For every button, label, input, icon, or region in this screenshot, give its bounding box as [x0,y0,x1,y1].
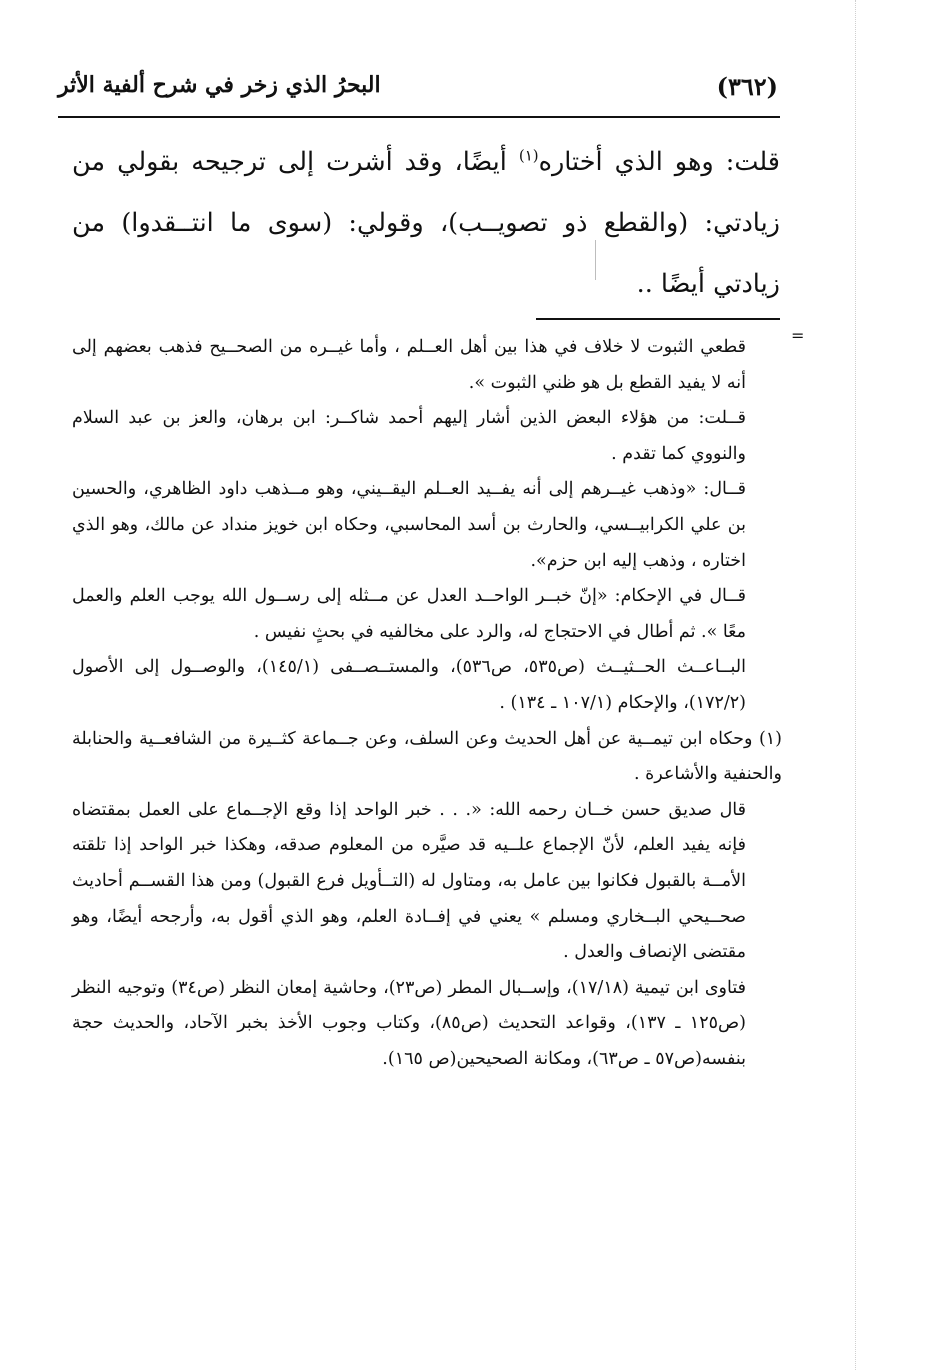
footnote-paragraph: قال صديق حسن خــان رحمه الله: «. . . خبر الواحد إذا وقع الإجــماع على العمل بمقتضاه فإنه يفيد العلم، لأنّ الإجماع علــيه قد صيَّره من المعلوم صدقه، وهكذا خبر الواحد إذا تلقته الأمــة بالقبول فكانوا بين عامل به، ومتاول له (التــأويل فرع القبول) ومن هذا القســم أحاديث صحــيحي البــخاري ومسلم » يعني في إفــادة العلم، وهو الذي أقول به، وأرجحه أيضًا، وهو مقتضى الإنصاف والعدل . [72,799,746,963]
page-header [58,70,778,110]
scan-edge-line [855,0,856,1370]
footnote-continuation-mark: = [791,326,805,345]
footnote-reference: (١) [518,146,539,165]
footnote-paragraph: البــاعــث الحــثيــث (ص٥٣٥، ص٥٣٦)، والمستــصــفى (١٤٥/١)، والوصــول إلى الأصول (١٧٢/٢)، والإحكام (١٠٧/١ ـ ١٣٤) . [72,657,746,713]
footnote-paragraph: قطعي الثبوت لا خلاف في هذا بين أهل العــلم ، وأما غيــره من الصحــيح فذهب بعضهم إلى أنه لا يفيد القطع بل هو ظني الثبوت ». [72,337,746,393]
footnote-paragraph: قــال: «وذهب غيــرهم إلى أنه يفــيد العــلم اليقــيني، وهو مــذهب داود الظاهري، والحسين بن علي الكرابيــسي، والحارث بن أسد المحاسبي، وحكاه ابن خويز منداد عن مالك، وهو الذي اختاره ، وذهب إليه ابن حزم». [72,479,746,571]
main-paragraph [72,132,780,315]
main-text [72,132,780,315]
header-rule [58,116,780,118]
running-title: البحرُ الذي زخر في شرح ألفية الأثر [58,72,381,98]
footnotes [72,330,782,1077]
main-rest: أيضًا، وقد أشرت إلى ترجيحه بقولي من زيادتي: (والقطع ذو تصويــب)، وقولي: (سوى ما انتــقدوا) من زيادتي أيضًا .. [72,147,780,299]
footnote-one-text: وحكاه ابن تيمــية عن أهل الحديث وعن السلف، وعن جــماعة كثــيرة من الشافعــية والحنابلة والحنفية والأشاعرة . [72,728,782,785]
footnote-number: (١) [758,728,782,749]
footnote-paragraph: قــلت: من هؤلاء البعض الذين أشار إليهم أحمد شاكــر: ابن برهان، والعز بن عبد السلام والنووي كما تقدم . [72,408,746,464]
footnote-paragraph: فتاوى ابن تيمية (١٧/١٨)، وإســبال المطر (ص٢٣)، وحاشية إمعان النظر (ص٣٤) وتوجيه النظر (ص١٢٥ ـ ١٣٧)، وقواعد التحديث (ص٨٥)، وكتاب وجوب الأخذ بخبر الآحاد، والحديث حجة بنفسه(ص٥٧ ـ ص٦٣)، ومكانة الصحيحين(ص ١٦٥). [72,977,746,1069]
main-intro: قلت: وهو الذي أختاره [538,147,780,177]
footnote-paragraph: قــال في الإحكام: «إنّ خبــر الواحــد العدل عن مــثله إلى رســول الله يوجب العلم والعمل معًا ». ثم أطال في الاحتجاج له، والرد على مخالفيه في بحثٍ نفيس . [72,586,746,642]
page-number: (٣٦٢) [716,72,778,101]
footnote-separator [536,318,780,320]
footnote-one [72,722,782,793]
